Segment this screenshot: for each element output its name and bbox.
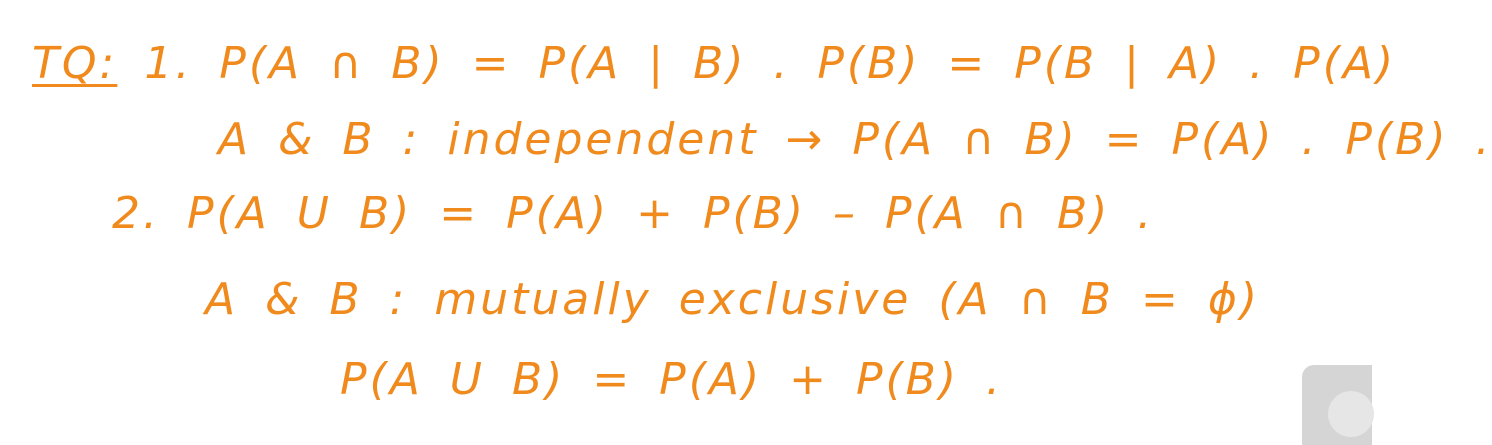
note-heading-tq: TQ: xyxy=(32,38,118,89)
corner-overlay-circle-icon xyxy=(1328,391,1374,437)
note-line-5: P(A U B) = P(A) + P(B) . xyxy=(340,354,1003,405)
corner-overlay-widget[interactable] xyxy=(1302,365,1372,445)
note-line-4: A & B : mutually exclusive (A ∩ B = ϕ) xyxy=(205,274,1261,325)
note-line-1 xyxy=(32,38,1397,89)
note-line-3: 2. P(A U B) = P(A) + P(B) – P(A ∩ B) . xyxy=(112,188,1155,239)
note-formula-multiplication-rule: 1. P(A ∩ B) = P(A | B) . P(B) = P(B | A) . P(A) xyxy=(144,38,1397,89)
note-line-2: A & B : independent → P(A ∩ B) = P(A) . P(B) . xyxy=(218,114,1492,165)
